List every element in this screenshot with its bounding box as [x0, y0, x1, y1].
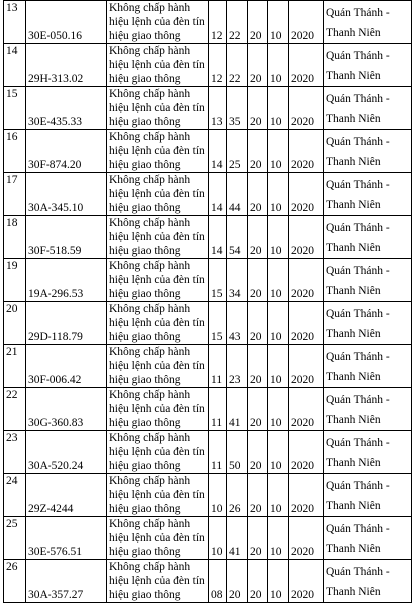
month-cell: 10 [268, 1, 289, 44]
violation-description-line: hiệu lệnh của đèn tín [109, 145, 205, 157]
violation-description-line: hiệu giao thông [109, 202, 181, 214]
table-row [4, 560, 412, 603]
row-number-cell: 16 [4, 130, 26, 173]
violation-description-cell [107, 87, 209, 130]
license-plate-cell: 30E-576.51 [26, 517, 107, 560]
location-line: Quán Thánh - [326, 566, 390, 578]
minute-cell: 44 [227, 173, 248, 216]
violation-description-line: hiệu lệnh của đèn tín [109, 231, 205, 243]
year-cell: 2020 [289, 388, 324, 431]
month-cell: 10 [268, 87, 289, 130]
hour-cell: 13 [209, 87, 227, 130]
violation-description-line: hiệu giao thông [109, 460, 181, 472]
location-cell [324, 1, 412, 44]
violation-description-line: hiệu giao thông [109, 159, 181, 171]
location-cell [324, 130, 412, 173]
violation-description-line: hiệu lệnh của đèn tín [109, 489, 205, 501]
violation-description-line: hiệu lệnh của đèn tín [109, 274, 205, 286]
violations-table-body [4, 1, 412, 603]
violation-description-line: Không chấp hành [109, 475, 191, 487]
location-cell [324, 474, 412, 517]
row-number-cell: 21 [4, 345, 26, 388]
location-line: Quán Thánh - [326, 523, 390, 535]
table-row [4, 345, 412, 388]
hour-cell: 11 [209, 431, 227, 474]
year-cell: 2020 [289, 560, 324, 603]
minute-cell: 22 [227, 1, 248, 44]
violation-description-line: hiệu lệnh của đèn tín [109, 317, 205, 329]
row-number-cell: 25 [4, 517, 26, 560]
month-cell: 10 [268, 345, 289, 388]
location-line: Quán Thánh - [326, 351, 390, 363]
location-cell [324, 173, 412, 216]
license-plate-cell: 30G-360.83 [26, 388, 107, 431]
location-line: Quán Thánh - [326, 265, 390, 277]
violation-description-line: hiệu giao thông [109, 546, 181, 558]
month-cell: 10 [268, 517, 289, 560]
table-row [4, 130, 412, 173]
table-row [4, 259, 412, 302]
violation-description-line: hiệu lệnh của đèn tín [109, 16, 205, 28]
day-cell: 20 [248, 474, 268, 517]
hour-cell: 10 [209, 517, 227, 560]
hour-cell: 11 [209, 345, 227, 388]
location-line: Quán Thánh - [326, 93, 390, 105]
month-cell: 10 [268, 259, 289, 302]
location-line: Thanh Niên [326, 457, 381, 469]
location-line: Thanh Niên [326, 113, 381, 125]
location-line: Quán Thánh - [326, 7, 390, 19]
violation-description-line: Không chấp hành [109, 131, 191, 143]
violation-description-line: Không chấp hành [109, 2, 191, 14]
year-cell: 2020 [289, 216, 324, 259]
day-cell: 20 [248, 216, 268, 259]
row-number-cell: 19 [4, 259, 26, 302]
violation-description-line: hiệu lệnh của đèn tín [109, 446, 205, 458]
license-plate-cell: 30A-520.24 [26, 431, 107, 474]
violation-description-cell [107, 345, 209, 388]
violation-description-cell [107, 517, 209, 560]
location-line: Thanh Niên [326, 500, 381, 512]
table-row [4, 173, 412, 216]
violation-description-line: Không chấp hành [109, 346, 191, 358]
violation-description-line: hiệu giao thông [109, 374, 181, 386]
table-row [4, 517, 412, 560]
violation-description-cell [107, 388, 209, 431]
location-line: Quán Thánh - [326, 437, 390, 449]
minute-cell: 22 [227, 44, 248, 87]
license-plate-cell: 29Z-4244 [26, 474, 107, 517]
violation-description-line: hiệu giao thông [109, 30, 181, 42]
violation-description-cell [107, 216, 209, 259]
hour-cell: 15 [209, 259, 227, 302]
row-number-cell: 17 [4, 173, 26, 216]
row-number-cell: 20 [4, 302, 26, 345]
violation-description-line: Không chấp hành [109, 88, 191, 100]
violation-description-cell [107, 173, 209, 216]
violation-description-cell [107, 130, 209, 173]
violation-description-cell [107, 259, 209, 302]
violation-description-cell [107, 302, 209, 345]
hour-cell: 08 [209, 560, 227, 603]
location-line: Thanh Niên [326, 414, 381, 426]
year-cell: 2020 [289, 345, 324, 388]
hour-cell: 14 [209, 216, 227, 259]
location-line: Thanh Niên [326, 242, 381, 254]
violation-description-line: hiệu giao thông [109, 73, 181, 85]
day-cell: 20 [248, 388, 268, 431]
location-line: Thanh Niên [326, 285, 381, 297]
location-line: Quán Thánh - [326, 50, 390, 62]
row-number-cell: 23 [4, 431, 26, 474]
violation-description-line: Không chấp hành [109, 260, 191, 272]
day-cell: 20 [248, 130, 268, 173]
month-cell: 10 [268, 388, 289, 431]
violation-description-line: Không chấp hành [109, 174, 191, 186]
violation-description-line: hiệu lệnh của đèn tín [109, 532, 205, 544]
location-line: Quán Thánh - [326, 222, 390, 234]
violation-description-line: hiệu giao thông [109, 116, 181, 128]
row-number-cell: 22 [4, 388, 26, 431]
license-plate-cell: 30F-518.59 [26, 216, 107, 259]
day-cell: 20 [248, 87, 268, 130]
year-cell: 2020 [289, 130, 324, 173]
violation-description-cell [107, 431, 209, 474]
minute-cell: 35 [227, 87, 248, 130]
violation-description-line: hiệu lệnh của đèn tín [109, 575, 205, 587]
license-plate-cell: 30E-435.33 [26, 87, 107, 130]
violation-description-cell [107, 560, 209, 603]
location-cell [324, 44, 412, 87]
row-number-cell: 18 [4, 216, 26, 259]
location-cell [324, 216, 412, 259]
minute-cell: 34 [227, 259, 248, 302]
violation-description-line: Không chấp hành [109, 561, 191, 573]
year-cell: 2020 [289, 302, 324, 345]
violation-description-line: hiệu giao thông [109, 331, 181, 343]
minute-cell: 20 [227, 560, 248, 603]
license-plate-cell: 30F-874.20 [26, 130, 107, 173]
violations-table [3, 0, 412, 603]
location-line: Quán Thánh - [326, 308, 390, 320]
table-row [4, 44, 412, 87]
violation-description-line: hiệu giao thông [109, 589, 181, 601]
month-cell: 10 [268, 44, 289, 87]
location-cell [324, 517, 412, 560]
location-cell [324, 259, 412, 302]
minute-cell: 50 [227, 431, 248, 474]
location-line: Quán Thánh - [326, 480, 390, 492]
minute-cell: 41 [227, 517, 248, 560]
row-number-cell: 14 [4, 44, 26, 87]
hour-cell: 14 [209, 173, 227, 216]
minute-cell: 26 [227, 474, 248, 517]
row-number-cell: 26 [4, 560, 26, 603]
table-row [4, 1, 412, 44]
minute-cell: 43 [227, 302, 248, 345]
hour-cell: 12 [209, 44, 227, 87]
year-cell: 2020 [289, 431, 324, 474]
license-plate-cell: 30A-357.27 [26, 560, 107, 603]
violation-description-line: Không chấp hành [109, 303, 191, 315]
minute-cell: 54 [227, 216, 248, 259]
violation-description-line: hiệu lệnh của đèn tín [109, 188, 205, 200]
day-cell: 20 [248, 302, 268, 345]
license-plate-cell: 29H-313.02 [26, 44, 107, 87]
violation-description-line: hiệu lệnh của đèn tín [109, 403, 205, 415]
location-line: Quán Thánh - [326, 136, 390, 148]
month-cell: 10 [268, 560, 289, 603]
day-cell: 20 [248, 517, 268, 560]
hour-cell: 12 [209, 1, 227, 44]
minute-cell: 41 [227, 388, 248, 431]
minute-cell: 23 [227, 345, 248, 388]
violation-description-line: Không chấp hành [109, 217, 191, 229]
location-line: Thanh Niên [326, 27, 381, 39]
year-cell: 2020 [289, 259, 324, 302]
location-cell [324, 345, 412, 388]
violation-description-line: Không chấp hành [109, 389, 191, 401]
violation-description-line: hiệu giao thông [109, 245, 181, 257]
month-cell: 10 [268, 431, 289, 474]
license-plate-cell: 30F-006.42 [26, 345, 107, 388]
day-cell: 20 [248, 44, 268, 87]
day-cell: 20 [248, 431, 268, 474]
row-number-cell: 15 [4, 87, 26, 130]
table-row [4, 474, 412, 517]
year-cell: 2020 [289, 474, 324, 517]
table-row [4, 388, 412, 431]
hour-cell: 14 [209, 130, 227, 173]
violation-description-cell [107, 44, 209, 87]
violation-description-line: hiệu giao thông [109, 288, 181, 300]
location-line: Thanh Niên [326, 371, 381, 383]
row-number-cell: 13 [4, 1, 26, 44]
year-cell: 2020 [289, 87, 324, 130]
violation-description-line: Không chấp hành [109, 45, 191, 57]
license-plate-cell: 30E-050.16 [26, 1, 107, 44]
location-line: Thanh Niên [326, 543, 381, 555]
location-line: Quán Thánh - [326, 179, 390, 191]
violation-description-cell [107, 1, 209, 44]
month-cell: 10 [268, 216, 289, 259]
year-cell: 2020 [289, 517, 324, 560]
year-cell: 2020 [289, 173, 324, 216]
location-line: Thanh Niên [326, 199, 381, 211]
violation-description-line: hiệu giao thông [109, 503, 181, 515]
violation-description-line: hiệu lệnh của đèn tín [109, 102, 205, 114]
year-cell: 2020 [289, 1, 324, 44]
day-cell: 20 [248, 560, 268, 603]
month-cell: 10 [268, 474, 289, 517]
license-plate-cell: 29D-118.79 [26, 302, 107, 345]
location-line: Thanh Niên [326, 586, 381, 598]
violation-description-line: hiệu lệnh của đèn tín [109, 59, 205, 71]
violation-description-line: hiệu giao thông [109, 417, 181, 429]
location-line: Thanh Niên [326, 156, 381, 168]
minute-cell: 25 [227, 130, 248, 173]
location-cell [324, 560, 412, 603]
year-cell: 2020 [289, 44, 324, 87]
violation-description-line: hiệu lệnh của đèn tín [109, 360, 205, 372]
table-row [4, 302, 412, 345]
month-cell: 10 [268, 173, 289, 216]
violation-description-cell [107, 474, 209, 517]
location-line: Thanh Niên [326, 328, 381, 340]
violation-description-line: Không chấp hành [109, 432, 191, 444]
location-line: Thanh Niên [326, 70, 381, 82]
hour-cell: 11 [209, 388, 227, 431]
location-cell [324, 87, 412, 130]
table-row [4, 431, 412, 474]
day-cell: 20 [248, 173, 268, 216]
hour-cell: 10 [209, 474, 227, 517]
day-cell: 20 [248, 1, 268, 44]
location-cell [324, 388, 412, 431]
table-row [4, 216, 412, 259]
table-row [4, 87, 412, 130]
license-plate-cell: 19A-296.53 [26, 259, 107, 302]
month-cell: 10 [268, 130, 289, 173]
location-cell [324, 431, 412, 474]
violation-description-line: Không chấp hành [109, 518, 191, 530]
hour-cell: 15 [209, 302, 227, 345]
day-cell: 20 [248, 259, 268, 302]
row-number-cell: 24 [4, 474, 26, 517]
license-plate-cell: 30A-345.10 [26, 173, 107, 216]
month-cell: 10 [268, 302, 289, 345]
day-cell: 20 [248, 345, 268, 388]
location-line: Quán Thánh - [326, 394, 390, 406]
location-cell [324, 302, 412, 345]
